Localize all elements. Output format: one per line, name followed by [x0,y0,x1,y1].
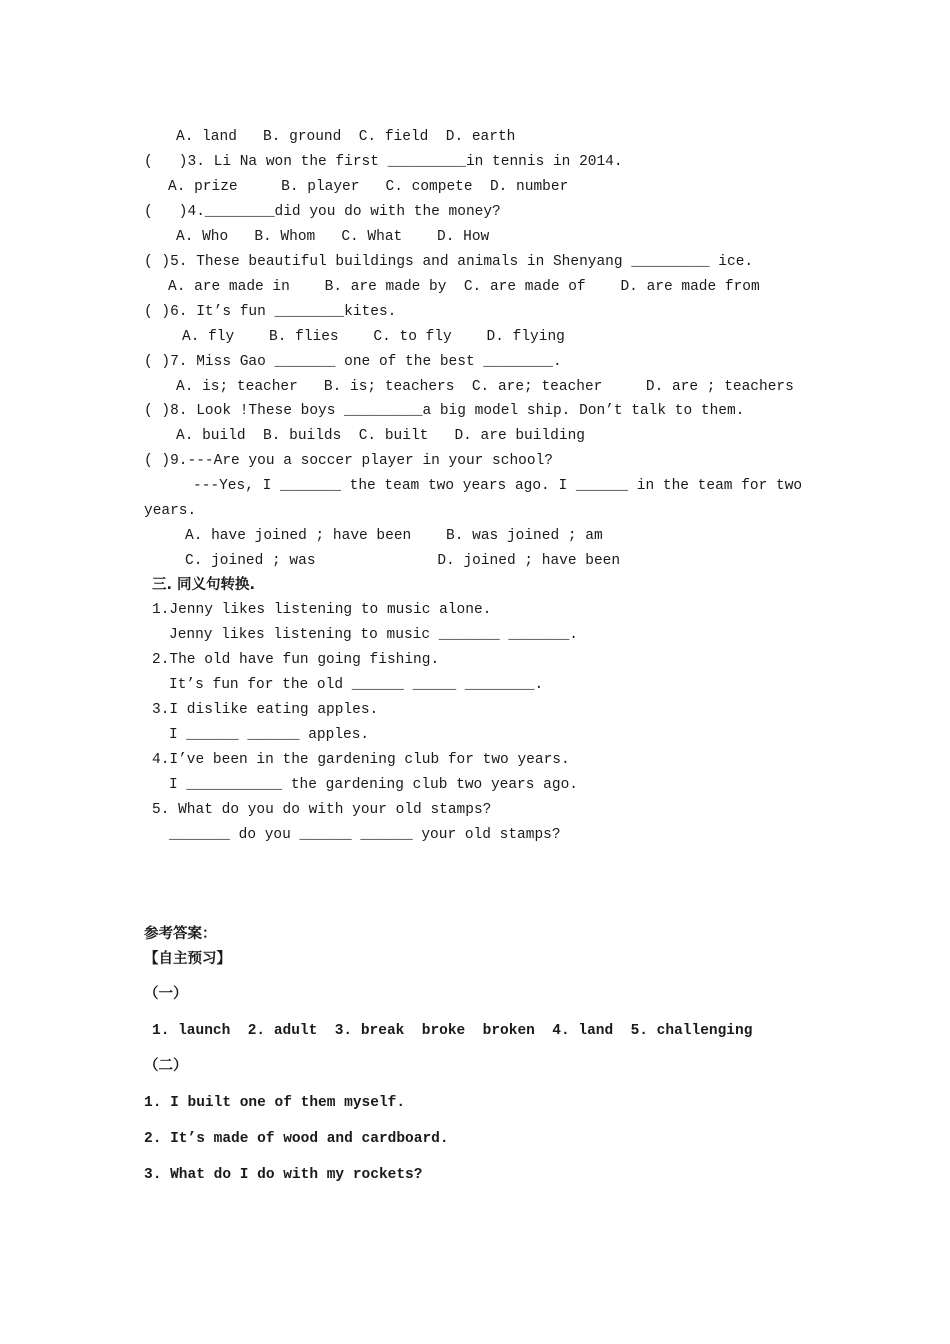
sentence-2: 2.The old have fun going fishing. [152,652,440,668]
question-3: ( )3. Li Na won the first _________in tennis in 2014. [144,154,623,170]
sentence-4-answer: I ___________ the gardening club two years ago. [169,777,578,793]
answer-3: 3. What do I do with my rockets? [144,1167,423,1183]
answer-2: 2. It’s made of wood and cardboard. [144,1131,449,1147]
part-two-heading: （二） [144,1058,188,1074]
part-one-heading: （一） [144,986,188,1002]
sentence-3: 3.I dislike eating apples. [152,702,379,718]
sentence-1: 1.Jenny likes listening to music alone. [152,602,492,618]
q8-options: A. build B. builds C. built D. are building [176,428,585,444]
answers-title: 参考答案： [144,926,217,942]
q5-options: A. are made in B. are made by C. are made of D. are made from [168,279,760,295]
question-8: ( )8. Look !These boys _________a big model ship. Don’t talk to them. [144,403,745,419]
question-6: ( )6. It’s fun ________kites. [144,304,397,320]
sentence-5-answer: _______ do you ______ ______ your old stamps? [169,827,561,843]
question-5: ( )5. These beautiful buildings and animals in Shenyang _________ ice. [144,254,754,270]
sentence-4: 4.I’ve been in the gardening club for two years. [152,752,570,768]
q6-options: A. fly B. flies C. to fly D. flying [182,329,565,345]
part-one-answers: 1. launch 2. adult 3. break broke broken 4. land 5. challenging [152,1023,753,1039]
q2-options: A. land B. ground C. field D. earth [176,129,516,145]
q3-options: A. prize B. player C. compete D. number [168,179,569,195]
question-4: ( )4.________did you do with the money? [144,204,501,220]
question-7: ( )7. Miss Gao _______ one of the best ________. [144,354,562,370]
sentence-3-answer: I ______ ______ apples. [169,727,370,743]
q9-options-row-1: A. have joined ; have been B. was joined ; am [185,528,603,544]
section-3-title: 三. 同义句转换. [152,577,256,593]
answer-1: 1. I built one of them myself. [144,1095,406,1111]
sentence-2-answer: It’s fun for the old ______ _____ ________. [169,677,544,693]
preview-title: 【自主预习】 [144,951,231,967]
q9-reply: ---Yes, I _______ the team two years ago. I ______ in the team for two [193,478,803,494]
q9-options-row-2: C. joined ; was D. joined ; have been [185,553,621,569]
q7-options: A. is; teacher B. is; teachers C. are; teacher D. are ; teachers [176,379,794,395]
sentence-5: 5. What do you do with your old stamps? [152,802,492,818]
q4-options: A. Who B. Whom C. What D. How [176,229,490,245]
question-9: ( )9.---Are you a soccer player in your school? [144,453,553,469]
sentence-1-answer: Jenny likes listening to music _______ _______. [169,627,578,643]
q9-reply-continued: years. [144,503,197,519]
